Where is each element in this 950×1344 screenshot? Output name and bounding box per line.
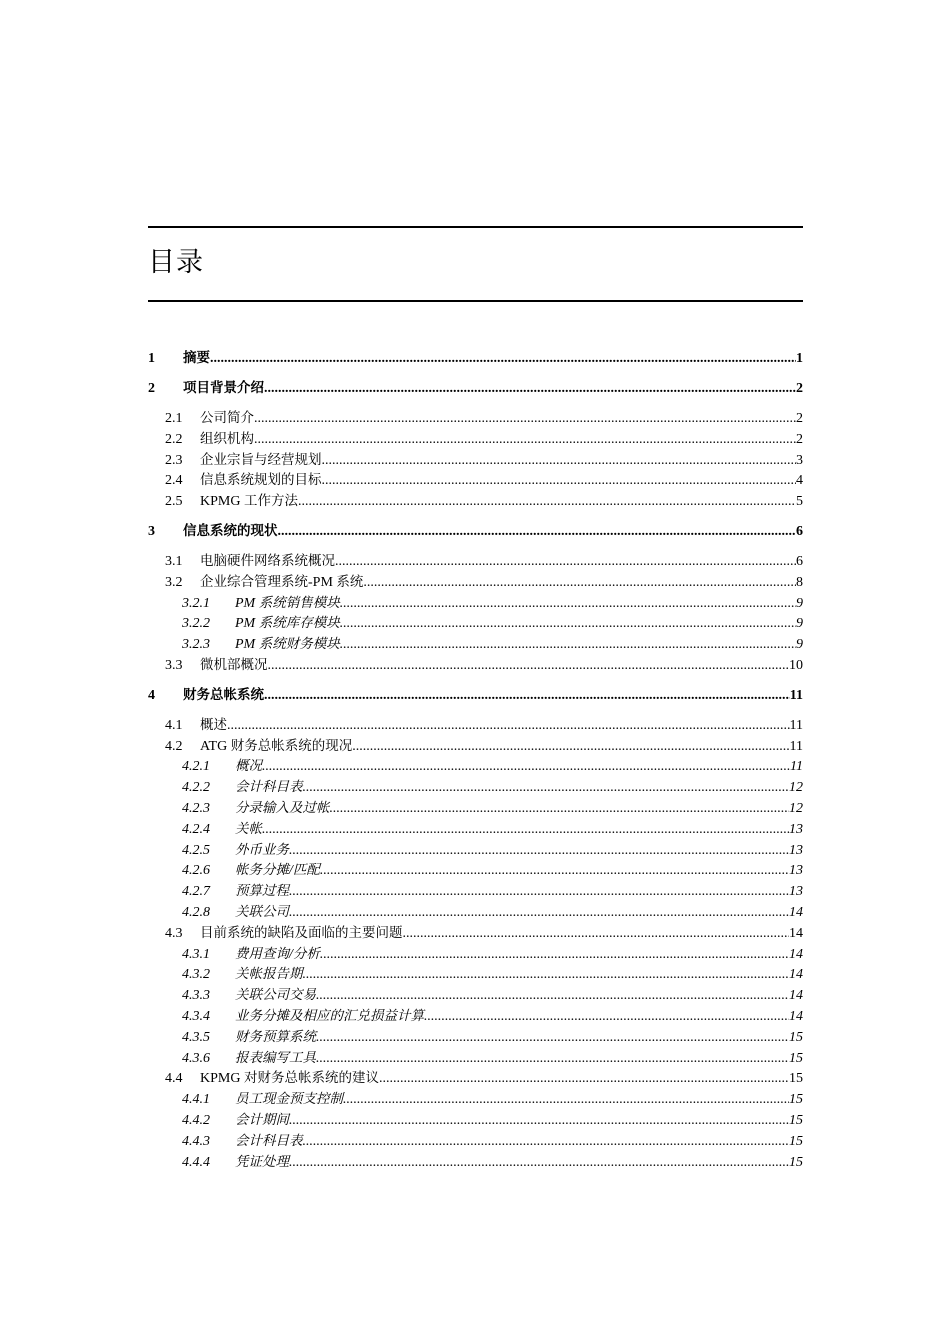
toc-entry[interactable] xyxy=(148,491,803,512)
toc-number: 4.3.1 xyxy=(182,946,210,962)
toc-page-number: 2 xyxy=(796,381,803,396)
dot-leader xyxy=(254,430,796,451)
toc-entry[interactable] xyxy=(148,944,803,965)
dot-leader xyxy=(363,573,796,594)
toc-entry[interactable] xyxy=(148,408,803,429)
toc-number: 4.3.4 xyxy=(182,1008,210,1024)
dot-leader xyxy=(289,1153,789,1174)
toc-page-number: 15 xyxy=(789,1133,803,1149)
toc-title-segment: 外币业务 xyxy=(235,841,289,858)
toc-number: 4.2.5 xyxy=(182,842,210,858)
dot-leader xyxy=(320,945,789,966)
toc-number: 4.2.1 xyxy=(182,759,210,775)
toc-title-segment: 报表编写工具 xyxy=(235,1049,316,1066)
toc-page-number: 2 xyxy=(796,411,803,426)
toc-title xyxy=(200,408,254,430)
toc-title-segment: 业务分摊及相应的汇兑损益计算 xyxy=(235,1007,424,1024)
toc-title-segment: PM xyxy=(235,595,259,611)
toc-title xyxy=(183,378,264,399)
dot-leader xyxy=(210,348,796,369)
toc-title xyxy=(200,736,352,758)
dot-leader xyxy=(289,882,789,903)
toc-title xyxy=(235,756,262,778)
toc-title-segment: / xyxy=(289,946,293,962)
toc-number: 4.2.3 xyxy=(182,800,210,816)
toc-title-segment: 财务总帐系统的现况 xyxy=(230,737,353,754)
toc-page-number: 11 xyxy=(789,717,803,733)
toc-title-segment: 关帐 xyxy=(235,820,262,837)
toc-entry[interactable] xyxy=(148,1027,803,1048)
toc-title-segment: 信息系统的现状 xyxy=(183,522,278,539)
toc-title-segment: PM xyxy=(235,637,259,653)
toc-number: 4.2.7 xyxy=(182,884,210,900)
toc-title-segment: 项目背景介绍 xyxy=(183,380,264,396)
toc-number: 2.3 xyxy=(165,452,183,468)
dot-leader xyxy=(289,841,789,862)
toc-number: 3.2.2 xyxy=(182,616,210,632)
toc-number: 4.2.2 xyxy=(182,780,210,796)
toc-page-number: 3 xyxy=(796,452,803,468)
toc-number: 4.4.2 xyxy=(182,1112,210,1128)
toc-title-segment: 概述 xyxy=(200,716,227,733)
toc-title-segment: 员工现金预支控制 xyxy=(235,1091,343,1108)
toc-title-segment: 信息系统规划的目标 xyxy=(200,472,322,489)
dot-leader xyxy=(424,1007,789,1028)
toc-entry[interactable] xyxy=(148,798,803,819)
toc-title xyxy=(235,902,289,924)
toc-number: 2 xyxy=(148,381,155,396)
top-rule xyxy=(148,226,803,228)
toc-title-segment: 系统财务模块 xyxy=(258,636,340,653)
toc-number: 4 xyxy=(148,687,155,703)
toc-title-segment: 财务预算系统 xyxy=(235,1028,316,1045)
dot-leader xyxy=(278,521,797,542)
toc-title-segment: 会计期间 xyxy=(235,1111,289,1128)
dot-leader xyxy=(352,737,789,758)
dot-leader xyxy=(254,409,796,430)
toc-entry[interactable] xyxy=(148,521,803,542)
toc-title xyxy=(200,470,322,492)
toc-title xyxy=(235,944,320,966)
toc-title-segment: 微机部概况 xyxy=(200,656,268,673)
toc-number: 4.2.4 xyxy=(182,821,210,837)
toc-entry[interactable] xyxy=(148,655,803,676)
toc-entry[interactable] xyxy=(148,756,803,777)
toc-entry[interactable] xyxy=(148,1131,803,1152)
toc-title xyxy=(183,521,278,542)
toc-entry[interactable] xyxy=(148,1089,803,1110)
toc-number: 4.3.6 xyxy=(182,1050,210,1066)
toc-entry[interactable] xyxy=(148,777,803,798)
toc-page-number: 9 xyxy=(796,595,803,611)
dot-leader xyxy=(316,1028,789,1049)
toc-page-number: 6 xyxy=(796,553,803,569)
dot-leader xyxy=(320,861,789,882)
toc-title-segment: 工作方法 xyxy=(243,493,298,510)
toc-entry[interactable] xyxy=(148,572,803,593)
toc-page-number: 13 xyxy=(789,863,803,879)
dot-leader xyxy=(303,1132,790,1153)
toc-page-number: 15 xyxy=(789,1029,803,1045)
dot-leader xyxy=(322,451,797,472)
toc-title xyxy=(235,985,316,1007)
toc-page-number: 15 xyxy=(789,1071,803,1087)
toc-number: 2.5 xyxy=(165,494,183,510)
toc-page-number: 10 xyxy=(789,657,803,673)
toc-page-number: 14 xyxy=(789,1008,803,1024)
dot-leader xyxy=(379,1069,789,1090)
toc-entry[interactable] xyxy=(148,593,803,614)
toc-title-segment: ATG xyxy=(200,738,231,754)
dot-leader xyxy=(340,614,796,635)
toc-title xyxy=(200,551,335,573)
dot-leader xyxy=(316,1049,789,1070)
toc-title-segment: 系统库存模块 xyxy=(258,615,340,632)
toc-title-segment: 企业宗旨与经营规划 xyxy=(200,451,322,468)
toc-title xyxy=(235,777,303,799)
toc-number: 4.4 xyxy=(165,1071,183,1087)
toc-number: 4.2.6 xyxy=(182,863,210,879)
toc-title-segment: 帐务分摊 xyxy=(235,862,289,879)
toc-number: 4.1 xyxy=(165,717,183,733)
toc-entry[interactable] xyxy=(148,348,803,369)
dot-leader xyxy=(298,492,796,513)
toc-title-segment: KPMG xyxy=(200,1071,244,1087)
toc-title-segment: 凭证处理 xyxy=(235,1153,289,1170)
dot-leader xyxy=(262,820,789,841)
toc-title xyxy=(200,429,254,451)
toc-page-number: 8 xyxy=(796,574,803,590)
toc-title-segment: 关帐报告期 xyxy=(235,966,303,983)
toc-page-number: 14 xyxy=(789,946,803,962)
toc-entry[interactable] xyxy=(148,923,803,944)
toc-title xyxy=(200,655,268,677)
toc-entry[interactable] xyxy=(148,985,803,1006)
toc-page-number: 13 xyxy=(789,821,803,837)
toc-number: 4.3.3 xyxy=(182,988,210,1004)
toc-title xyxy=(235,1006,424,1028)
toc-entry[interactable] xyxy=(148,613,803,634)
toc-entry[interactable] xyxy=(148,736,803,757)
toc-title xyxy=(200,572,363,594)
toc-page-number: 11 xyxy=(790,759,803,775)
toc-entry[interactable] xyxy=(148,429,803,450)
toc-title xyxy=(235,1027,316,1049)
toc-page-number: 14 xyxy=(789,925,803,941)
toc-title xyxy=(235,1152,289,1174)
toc-title-segment: 分录输入及过帐 xyxy=(235,799,330,816)
toc-page-number: 15 xyxy=(789,1154,803,1170)
toc-entry[interactable] xyxy=(148,840,803,861)
toc-entry[interactable] xyxy=(148,819,803,840)
bottom-rule xyxy=(148,300,803,302)
toc-entry[interactable] xyxy=(148,450,803,471)
toc-page-number: 9 xyxy=(796,637,803,653)
toc-number: 3.2.3 xyxy=(182,637,210,653)
toc-entry[interactable] xyxy=(148,1152,803,1173)
toc-page-number: 1 xyxy=(796,351,803,366)
toc-page-number: 14 xyxy=(789,967,803,983)
toc-page-number: 13 xyxy=(789,884,803,900)
page-title: 目录 xyxy=(148,247,204,278)
dot-leader xyxy=(335,552,796,573)
toc-title xyxy=(235,613,340,635)
toc-title xyxy=(200,923,403,945)
toc-title xyxy=(235,1089,343,1111)
dot-leader xyxy=(303,778,790,799)
toc-page-number: 2 xyxy=(796,431,803,447)
toc-title xyxy=(200,715,227,737)
toc-entry[interactable] xyxy=(148,902,803,923)
toc-title-segment: 概况 xyxy=(235,758,262,775)
toc-title-segment: 企业综合管理系统 xyxy=(200,573,308,590)
toc-entry[interactable] xyxy=(148,551,803,572)
toc-title-segment: 目前系统的缺陷及面临的主要问题 xyxy=(200,924,403,941)
toc-page-number: 12 xyxy=(789,780,803,796)
toc-title-segment: KPMG xyxy=(200,494,244,510)
toc-page-number: 13 xyxy=(789,842,803,858)
toc-page-number: 15 xyxy=(789,1112,803,1128)
dot-leader xyxy=(227,716,790,737)
toc-number: 2.4 xyxy=(165,473,183,489)
toc-page-number: 11 xyxy=(789,738,803,754)
toc-title xyxy=(183,685,264,706)
toc-title-segment: 预算过程 xyxy=(235,883,289,900)
toc-entry[interactable] xyxy=(148,378,803,399)
toc-page-number: 14 xyxy=(789,988,803,1004)
toc-title xyxy=(200,491,298,513)
toc-title xyxy=(235,798,330,820)
toc-page-number: 9 xyxy=(796,616,803,632)
toc-title-segment: 会计科目表 xyxy=(235,1132,303,1149)
toc-page-number: 4 xyxy=(796,473,803,489)
toc-title xyxy=(235,860,320,882)
toc-page-number: 12 xyxy=(789,800,803,816)
toc-number: 4.4.4 xyxy=(182,1154,210,1170)
dot-leader xyxy=(264,378,796,399)
toc-title-segment: / xyxy=(289,863,293,879)
toc-title xyxy=(235,819,262,841)
toc-number: 4.3.2 xyxy=(182,967,210,983)
toc-page-number: 5 xyxy=(796,494,803,510)
toc-title xyxy=(235,964,303,986)
toc-number: 2.1 xyxy=(165,411,183,426)
toc-title-segment: 对财务总帐系统的建议 xyxy=(243,1070,379,1087)
toc-title-segment: 公司简介 xyxy=(200,410,254,426)
toc-number: 3.2 xyxy=(165,574,183,590)
dot-leader xyxy=(322,471,797,492)
toc-title xyxy=(235,1110,289,1132)
toc-entry[interactable] xyxy=(148,1068,803,1089)
toc-title xyxy=(235,1131,303,1153)
toc-number: 3.3 xyxy=(165,657,183,673)
toc-title-segment: -PM xyxy=(308,574,337,590)
toc-title xyxy=(200,450,322,472)
dot-leader xyxy=(330,799,790,820)
toc-title-segment: 系统 xyxy=(336,573,364,590)
toc-title-segment: 关联公司交易 xyxy=(235,987,316,1004)
toc-number: 4.2 xyxy=(165,738,183,754)
toc-title xyxy=(235,881,289,903)
toc-number: 4.4.1 xyxy=(182,1092,210,1108)
toc-title xyxy=(235,593,340,615)
toc-entry[interactable] xyxy=(148,881,803,902)
toc-title-segment: 系统销售模块 xyxy=(258,594,340,611)
toc-title-segment: PM xyxy=(235,616,259,632)
dot-leader xyxy=(343,1090,789,1111)
toc-title xyxy=(235,840,289,862)
toc-number: 3.1 xyxy=(165,553,183,569)
toc-title xyxy=(235,634,340,656)
toc-title-segment: 组织机构 xyxy=(200,430,254,447)
toc-entry[interactable] xyxy=(148,634,803,655)
toc-number: 4.4.3 xyxy=(182,1133,210,1149)
toc-title xyxy=(200,1068,379,1090)
toc-page-number: 6 xyxy=(796,523,803,539)
toc-number: 2.2 xyxy=(165,431,183,447)
toc-title xyxy=(183,348,210,369)
toc-title-segment: 匹配 xyxy=(292,862,320,879)
toc-page-number: 15 xyxy=(789,1092,803,1108)
dot-leader xyxy=(340,594,796,615)
toc-title-segment: 分析 xyxy=(292,945,320,962)
toc-entry[interactable] xyxy=(148,715,803,736)
dot-leader xyxy=(303,965,790,986)
toc-entry[interactable] xyxy=(148,470,803,491)
toc-entry[interactable] xyxy=(148,1110,803,1131)
dot-leader xyxy=(268,656,790,677)
dot-leader xyxy=(340,635,796,656)
toc-page-number: 11 xyxy=(789,687,803,703)
toc-title-segment: 费用查询 xyxy=(235,945,289,962)
toc-title-segment: 会计科目表 xyxy=(235,779,303,796)
toc-title xyxy=(235,1048,316,1070)
dot-leader xyxy=(316,986,789,1007)
toc-entry[interactable] xyxy=(148,964,803,985)
toc-page-number: 15 xyxy=(789,1050,803,1066)
toc-number: 1 xyxy=(148,351,155,366)
toc-entry[interactable] xyxy=(148,1048,803,1069)
toc-title-segment: 电脑硬件网络系统概况 xyxy=(200,552,335,569)
toc-number: 3.2.1 xyxy=(182,595,210,611)
toc-title-segment: 摘要 xyxy=(183,350,210,366)
toc-entry[interactable] xyxy=(148,1006,803,1027)
toc-entry[interactable] xyxy=(148,860,803,881)
toc-title-segment: 财务总帐系统 xyxy=(183,686,264,703)
dot-leader xyxy=(403,924,790,945)
dot-leader xyxy=(262,757,790,778)
toc-number: 4.2.8 xyxy=(182,904,210,920)
dot-leader xyxy=(289,903,789,924)
toc-title-segment: 关联公司 xyxy=(235,903,289,920)
toc-number: 4.3.5 xyxy=(182,1029,210,1045)
toc-entry[interactable] xyxy=(148,685,803,706)
dot-leader xyxy=(264,685,790,706)
dot-leader xyxy=(289,1111,789,1132)
table-of-contents xyxy=(148,348,803,1172)
toc-number: 4.3 xyxy=(165,925,183,941)
toc-number: 3 xyxy=(148,523,155,539)
toc-page-number: 14 xyxy=(789,904,803,920)
